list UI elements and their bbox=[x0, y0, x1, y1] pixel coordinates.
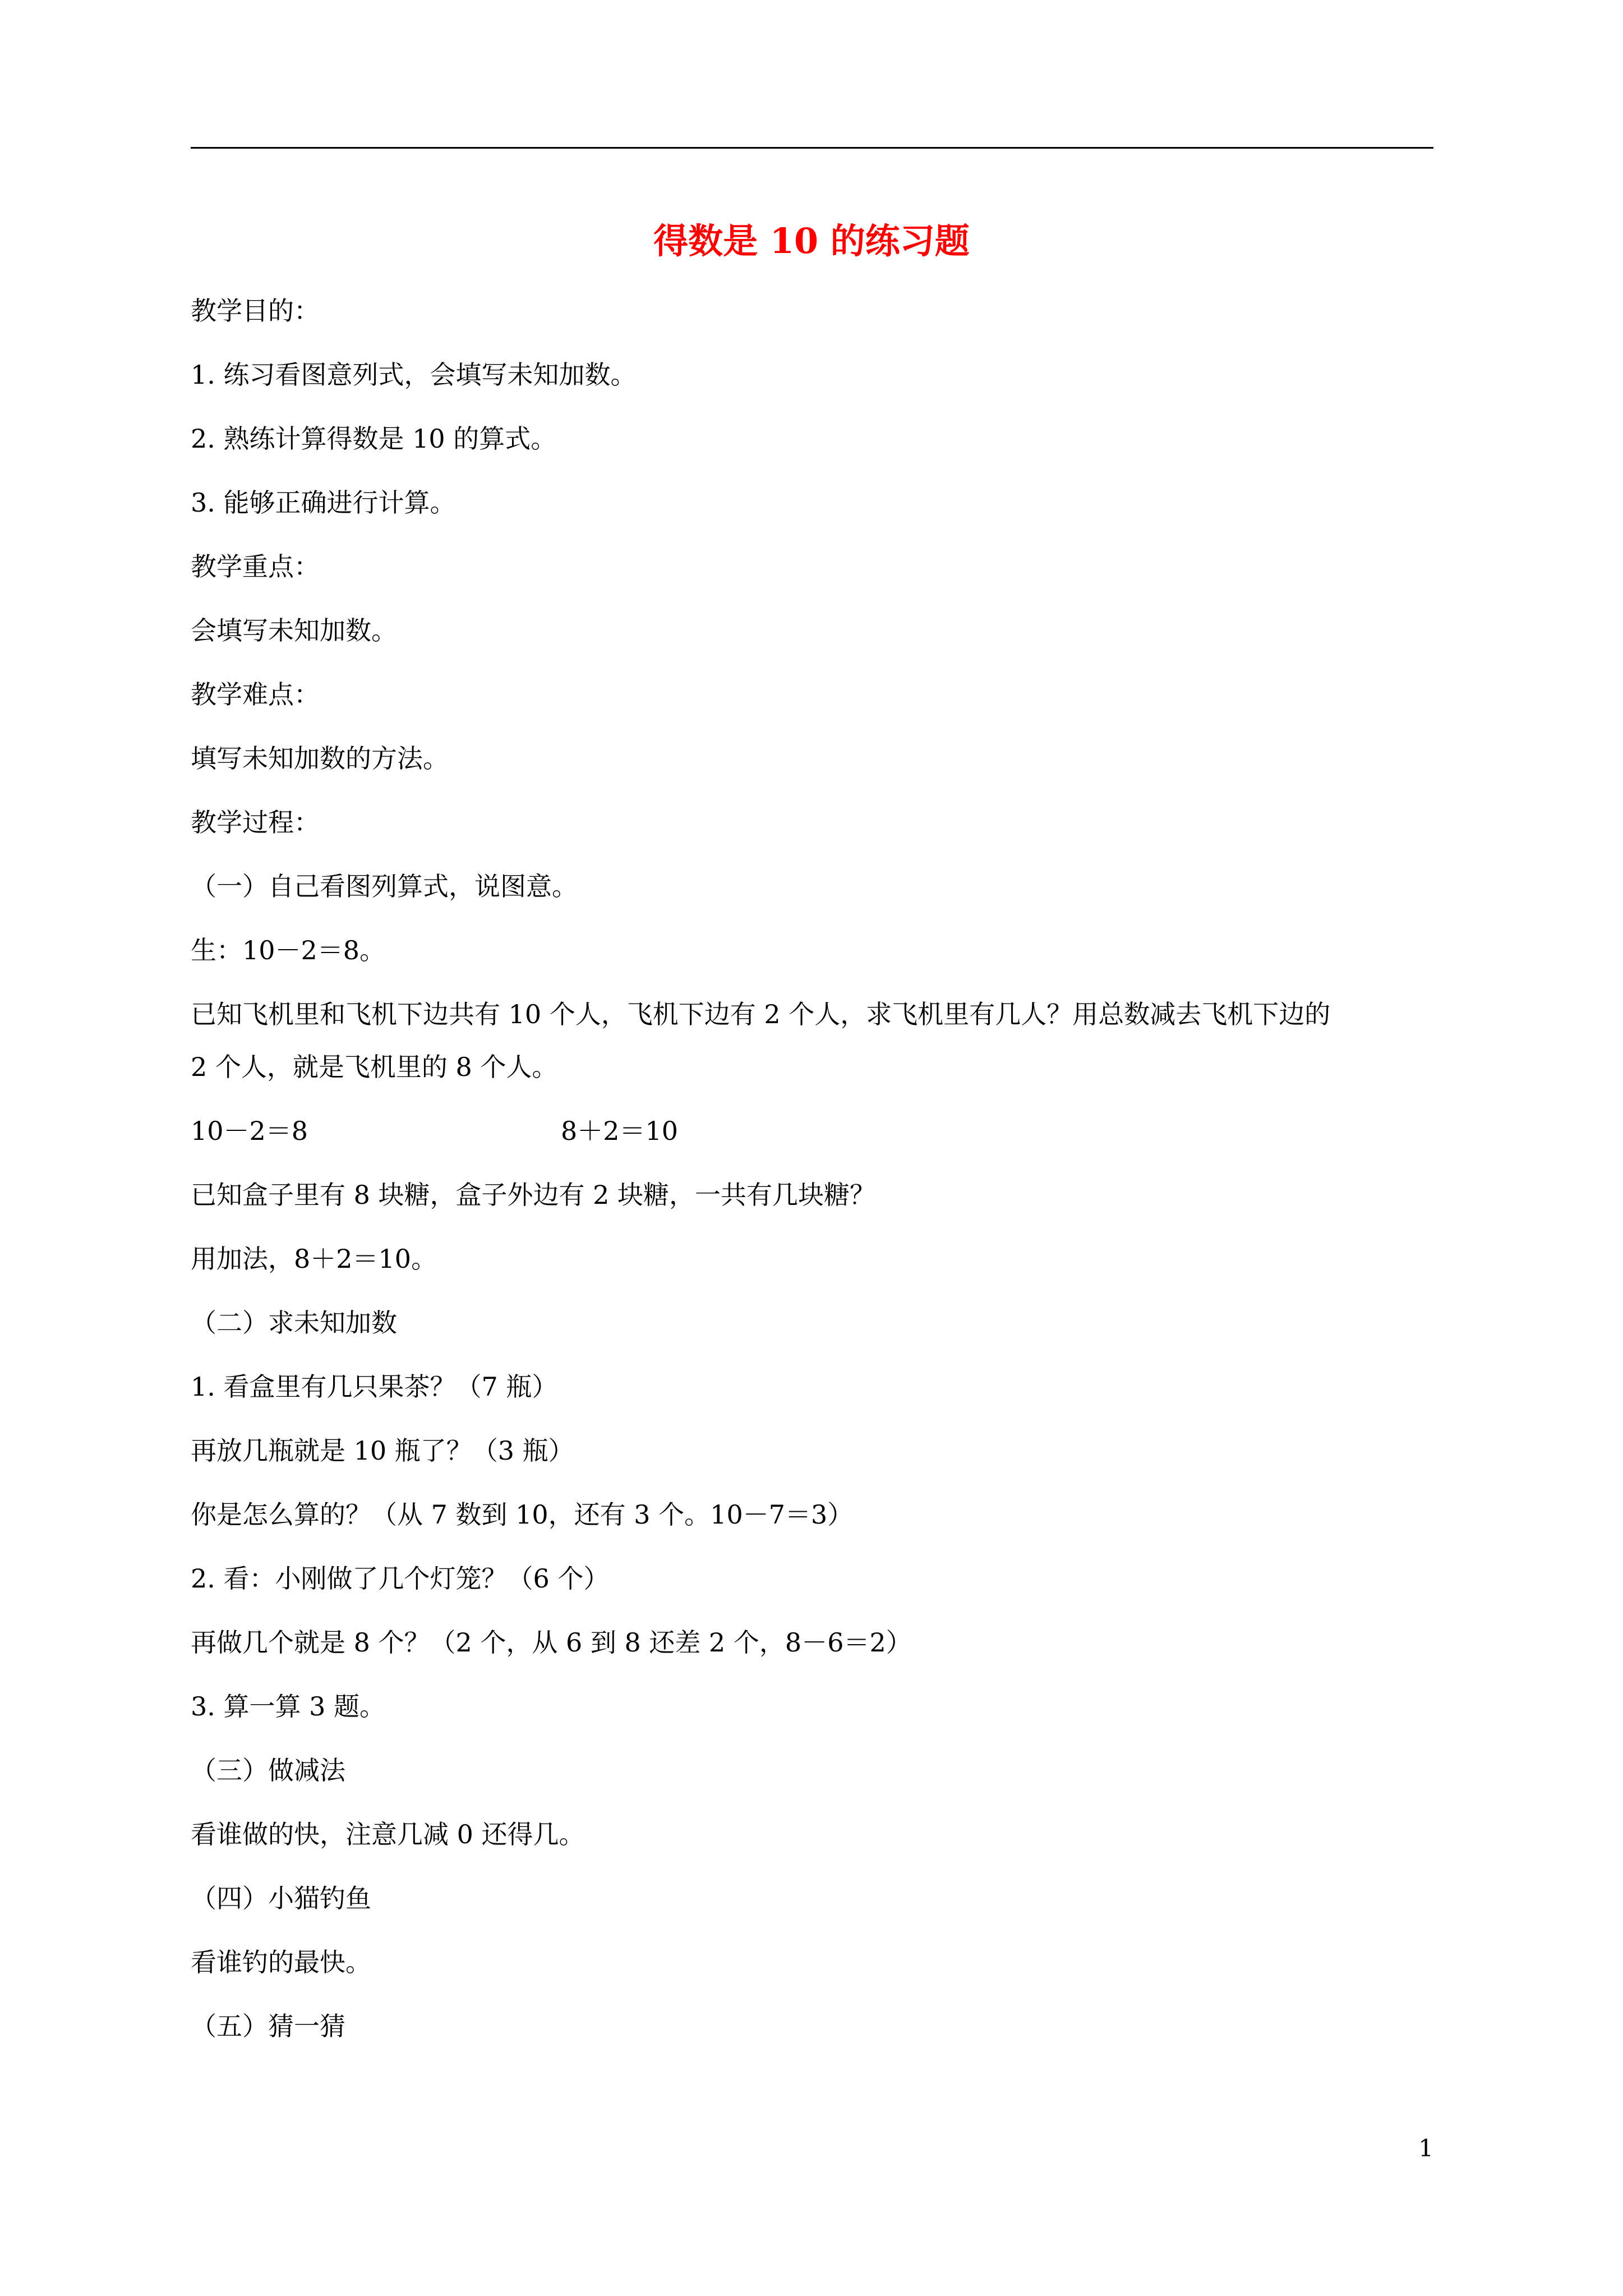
paragraph: 已知盒子里有 8 块糖，盒子外边有 2 块糖，一共有几块糖？ bbox=[191, 1180, 876, 1210]
paragraph: （二）求未知加数 bbox=[191, 1308, 397, 1338]
paragraph: 生：10－2＝8。 bbox=[191, 935, 386, 965]
paragraph: （一）自己看图列算式，说图意。 bbox=[191, 871, 578, 901]
paragraph: 已知飞机里和飞机下边共有 10 个人，飞机下边有 2 个人，求飞机里有几人？用总数减去飞机下边的 bbox=[191, 999, 1331, 1029]
paragraph: 教学过程： bbox=[191, 807, 320, 838]
paragraph: 教学重点： bbox=[191, 551, 320, 582]
paragraph: 1. 看盒里有几只果茶？（7 瓶） bbox=[191, 1372, 558, 1402]
paragraph: （四）小猫钓鱼 bbox=[191, 1883, 371, 1913]
paragraph: （五）猜一猜 bbox=[191, 2011, 345, 2041]
paragraph: 教学难点： bbox=[191, 679, 320, 710]
paragraph: 3. 算一算 3 题。 bbox=[191, 1691, 386, 1722]
paragraph: 你是怎么算的？（从 7 数到 10，还有 3 个。10－7＝3） bbox=[191, 1499, 854, 1530]
page-number: 1 bbox=[1418, 2134, 1433, 2162]
paragraph: 会填写未知加数。 bbox=[191, 615, 397, 646]
paragraph: 再做几个就是 8 个？（2 个，从 6 到 8 还差 2 个，8－6＝2） bbox=[191, 1627, 912, 1658]
paragraph: 教学目的： bbox=[191, 296, 320, 326]
paragraph: 再放几瓶就是 10 瓶了？（3 瓶） bbox=[191, 1435, 574, 1466]
document-body bbox=[191, 292, 1433, 2071]
paragraph: 用加法，8＋2＝10。 bbox=[191, 1244, 437, 1274]
header-rule bbox=[191, 147, 1433, 149]
paragraph: 填写未知加数的方法。 bbox=[191, 743, 449, 774]
paragraph: 看谁钓的最快。 bbox=[191, 1947, 371, 1977]
paragraph: 2. 看：小刚做了几个灯笼？（6 个） bbox=[191, 1563, 610, 1594]
paragraph: 2. 熟练计算得数是 10 的算式。 bbox=[191, 424, 557, 454]
paragraph: 看谁做的快，注意几减 0 还得几。 bbox=[191, 1819, 585, 1849]
paragraph: 1. 练习看图意列式，会填写未知加数。 bbox=[191, 360, 637, 390]
document-title: 得数是 10 的练习题 bbox=[653, 220, 970, 261]
paragraph-continuation: 2 个人，就是飞机里的 8 个人。 bbox=[191, 1052, 558, 1082]
equations-row bbox=[191, 1112, 1433, 1150]
paragraph: 3. 能够正确进行计算。 bbox=[191, 487, 456, 518]
equation-right: 8＋2＝10 bbox=[561, 1116, 679, 1146]
equation-left: 10－2＝8 bbox=[191, 1116, 308, 1146]
paragraph: （三）做减法 bbox=[191, 1755, 345, 1786]
